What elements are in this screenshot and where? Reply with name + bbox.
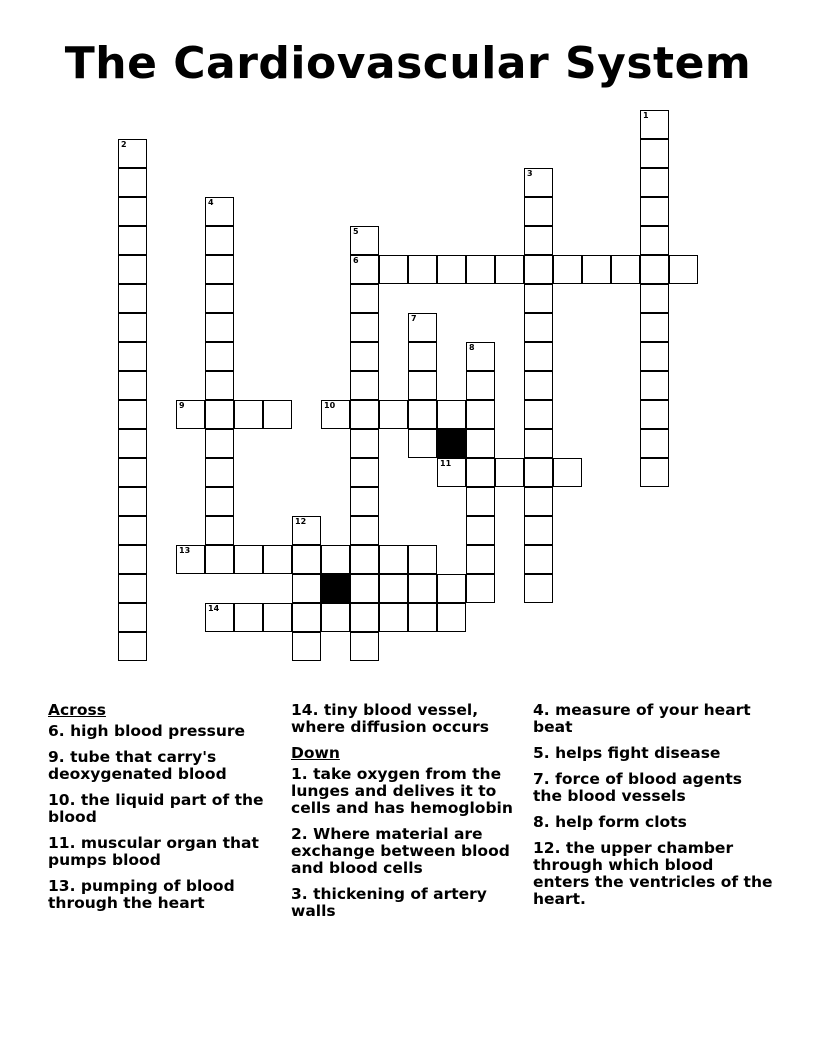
grid-cell[interactable]	[524, 458, 553, 487]
grid-cell[interactable]	[118, 168, 147, 197]
grid-cell[interactable]	[524, 313, 553, 342]
grid-cell[interactable]	[437, 603, 466, 632]
clue-column-1	[48, 702, 273, 921]
grid-cell[interactable]	[350, 371, 379, 400]
grid-cell[interactable]	[524, 516, 553, 545]
clue-item-number: 5.	[533, 744, 550, 762]
clue-item-text: thickening of artery walls	[291, 885, 487, 920]
grid-cell[interactable]	[495, 255, 524, 284]
clue-item	[291, 702, 521, 736]
grid-cell[interactable]	[408, 545, 437, 574]
grid-cell[interactable]	[640, 371, 669, 400]
grid-cell[interactable]	[408, 342, 437, 371]
grid-cell[interactable]	[640, 255, 669, 284]
grid-cell[interactable]	[408, 574, 437, 603]
clue-item	[533, 840, 773, 908]
grid-cell[interactable]	[118, 458, 147, 487]
grid-cell[interactable]	[379, 255, 408, 284]
grid-cell[interactable]	[205, 371, 234, 400]
grid-cell[interactable]	[466, 400, 495, 429]
grid-cell[interactable]	[205, 342, 234, 371]
grid-cell[interactable]	[118, 139, 147, 168]
grid-cell[interactable]	[495, 458, 524, 487]
grid-cell[interactable]	[118, 632, 147, 661]
grid-cell[interactable]	[379, 545, 408, 574]
clue-item-text: helps fight disease	[555, 744, 721, 762]
clue-item	[533, 702, 773, 736]
grid-cell[interactable]	[263, 400, 292, 429]
grid-cell[interactable]	[379, 574, 408, 603]
grid-cell[interactable]	[466, 371, 495, 400]
clue-item-number: 9.	[48, 748, 65, 766]
clue-item-text: muscular organ that pumps blood	[48, 834, 259, 869]
clue-item-number: 10.	[48, 791, 76, 809]
grid-cell[interactable]	[321, 545, 350, 574]
clue-number: 5	[353, 227, 359, 236]
grid-cell[interactable]	[524, 255, 553, 284]
grid-cell[interactable]	[176, 400, 205, 429]
grid-cell[interactable]	[466, 487, 495, 516]
grid-cell[interactable]	[350, 516, 379, 545]
black-cell	[321, 574, 350, 603]
clue-item-text: the upper chamber through which blood enters the ventricles of the heart.	[533, 839, 773, 908]
clue-item	[48, 749, 273, 783]
clue-item-text: the liquid part of the blood	[48, 791, 264, 826]
grid-cell[interactable]	[350, 545, 379, 574]
grid-cell[interactable]	[350, 255, 379, 284]
clue-item-number: 1.	[291, 765, 308, 783]
grid-cell[interactable]	[205, 603, 234, 632]
grid-cell[interactable]	[118, 400, 147, 429]
grid-cell[interactable]	[466, 429, 495, 458]
grid-cell[interactable]	[350, 284, 379, 313]
clue-item	[533, 814, 773, 831]
grid-cell[interactable]	[350, 603, 379, 632]
grid-cell[interactable]	[640, 168, 669, 197]
clue-item	[533, 771, 773, 805]
grid-cell[interactable]	[205, 284, 234, 313]
grid-cell[interactable]	[205, 487, 234, 516]
clue-item-text: Where material are exchange between blood and blood cells	[291, 825, 510, 877]
grid-cell[interactable]	[176, 545, 205, 574]
clue-number: 6	[353, 256, 359, 265]
grid-cell[interactable]	[466, 458, 495, 487]
grid-cell[interactable]	[205, 226, 234, 255]
clue-number: 9	[179, 401, 185, 410]
grid-cell[interactable]	[408, 603, 437, 632]
grid-cell[interactable]	[524, 284, 553, 313]
clue-column-2	[291, 702, 521, 929]
clue-item-text: force of blood agents the blood vessels	[533, 770, 742, 805]
clue-item	[291, 826, 521, 877]
black-cell	[437, 429, 466, 458]
grid-cell[interactable]	[263, 603, 292, 632]
clue-number: 3	[527, 169, 533, 178]
clue-item-number: 14.	[291, 701, 319, 719]
grid-cell[interactable]	[350, 226, 379, 255]
grid-cell[interactable]	[118, 197, 147, 226]
grid-cell[interactable]	[118, 255, 147, 284]
clue-item-number: 11.	[48, 834, 76, 852]
grid-cell[interactable]	[118, 429, 147, 458]
clue-heading: Down	[291, 744, 340, 762]
grid-cell[interactable]	[408, 313, 437, 342]
grid-cell[interactable]	[350, 487, 379, 516]
clue-number: 7	[411, 314, 417, 323]
grid-cell[interactable]	[640, 110, 669, 139]
clue-item	[48, 878, 273, 912]
grid-cell[interactable]	[118, 516, 147, 545]
grid-cell[interactable]	[408, 429, 437, 458]
clue-item-number: 3.	[291, 885, 308, 903]
grid-cell[interactable]	[524, 429, 553, 458]
clue-heading: Across	[48, 701, 106, 719]
grid-cell[interactable]	[350, 574, 379, 603]
grid-cell[interactable]	[118, 371, 147, 400]
grid-cell[interactable]	[350, 313, 379, 342]
grid-cell[interactable]	[553, 255, 582, 284]
grid-cell[interactable]	[205, 255, 234, 284]
grid-cell[interactable]	[437, 255, 466, 284]
grid-cell[interactable]	[524, 226, 553, 255]
grid-cell[interactable]	[640, 284, 669, 313]
clue-number: 2	[121, 140, 127, 149]
clue-item-text: tiny blood vessel, where diffusion occurs	[291, 701, 489, 736]
clue-item-number: 2.	[291, 825, 308, 843]
grid-cell[interactable]	[640, 226, 669, 255]
grid-cell[interactable]	[350, 632, 379, 661]
grid-cell[interactable]	[263, 545, 292, 574]
grid-cell[interactable]	[292, 545, 321, 574]
grid-cell[interactable]	[234, 603, 263, 632]
clue-number: 1	[643, 111, 649, 120]
grid-cell[interactable]	[524, 545, 553, 574]
grid-cell[interactable]	[379, 400, 408, 429]
clue-item	[48, 723, 273, 740]
grid-cell[interactable]	[118, 574, 147, 603]
grid-cell[interactable]	[118, 226, 147, 255]
grid-cell[interactable]	[350, 342, 379, 371]
grid-cell[interactable]	[118, 342, 147, 371]
grid-cell[interactable]	[524, 168, 553, 197]
grid-cell[interactable]	[350, 400, 379, 429]
clue-column-3	[533, 702, 773, 917]
clue-item-text: high blood pressure	[70, 722, 246, 740]
clue-number: 12	[295, 517, 307, 526]
grid-cell[interactable]	[292, 516, 321, 545]
grid-cell[interactable]	[205, 313, 234, 342]
grid-cell[interactable]	[350, 429, 379, 458]
grid-cell[interactable]	[466, 342, 495, 371]
grid-cell[interactable]	[205, 400, 234, 429]
grid-cell[interactable]	[321, 400, 350, 429]
grid-cell[interactable]	[640, 139, 669, 168]
clue-item-number: 13.	[48, 877, 76, 895]
puzzle-title: The Cardiovascular System	[64, 38, 752, 89]
clue-item-number: 6.	[48, 722, 65, 740]
grid-cell[interactable]	[205, 458, 234, 487]
grid-cell[interactable]	[524, 487, 553, 516]
clue-item-text: measure of your heart beat	[533, 701, 751, 736]
grid-cell[interactable]	[118, 313, 147, 342]
grid-cell[interactable]	[205, 429, 234, 458]
clue-item	[48, 835, 273, 869]
grid-cell[interactable]	[524, 574, 553, 603]
grid-cell[interactable]	[553, 458, 582, 487]
grid-cell[interactable]	[640, 429, 669, 458]
clue-number: 8	[469, 343, 475, 352]
clue-item-text: help form clots	[555, 813, 687, 831]
grid-cell[interactable]	[118, 487, 147, 516]
grid-cell[interactable]	[611, 255, 640, 284]
grid-cell[interactable]	[466, 255, 495, 284]
grid-cell[interactable]	[234, 400, 263, 429]
grid-cell[interactable]	[524, 400, 553, 429]
grid-cell[interactable]	[466, 574, 495, 603]
grid-cell[interactable]	[205, 516, 234, 545]
grid-cell[interactable]	[379, 603, 408, 632]
grid-cell[interactable]	[437, 574, 466, 603]
grid-cell[interactable]	[321, 603, 350, 632]
grid-cell[interactable]	[408, 400, 437, 429]
grid-cell[interactable]	[640, 342, 669, 371]
clue-item-number: 7.	[533, 770, 550, 788]
clue-number: 4	[208, 198, 214, 207]
grid-cell[interactable]	[437, 458, 466, 487]
grid-cell[interactable]	[292, 574, 321, 603]
grid-cell[interactable]	[118, 603, 147, 632]
grid-cell[interactable]	[234, 545, 263, 574]
grid-cell[interactable]	[582, 255, 611, 284]
grid-cell[interactable]	[437, 400, 466, 429]
clue-item-number: 8.	[533, 813, 550, 831]
grid-cell[interactable]	[640, 197, 669, 226]
grid-cell[interactable]	[205, 197, 234, 226]
grid-cell[interactable]	[350, 458, 379, 487]
clue-item-number: 12.	[533, 839, 561, 857]
clue-number: 11	[440, 459, 452, 468]
clue-item-number: 4.	[533, 701, 550, 719]
grid-cell[interactable]	[408, 255, 437, 284]
grid-cell[interactable]	[118, 284, 147, 313]
clue-item	[291, 766, 521, 817]
clue-item-text: take oxygen from the lunges and delives it to cells and has hemoglobin	[291, 765, 513, 817]
grid-cell[interactable]	[524, 197, 553, 226]
grid-cell[interactable]	[292, 632, 321, 661]
clue-item-text: pumping of blood through the heart	[48, 877, 235, 912]
grid-cell[interactable]	[640, 313, 669, 342]
grid-cell[interactable]	[524, 371, 553, 400]
clue-number: 13	[179, 546, 191, 555]
grid-cell[interactable]	[118, 545, 147, 574]
grid-cell[interactable]	[205, 545, 234, 574]
clue-item	[291, 886, 521, 920]
grid-cell[interactable]	[640, 458, 669, 487]
grid-cell[interactable]	[292, 603, 321, 632]
clue-item	[48, 792, 273, 826]
clue-number: 10	[324, 401, 336, 410]
grid-cell[interactable]	[466, 516, 495, 545]
clue-item-text: tube that carry's deoxygenated blood	[48, 748, 227, 783]
grid-cell[interactable]	[408, 371, 437, 400]
grid-cell[interactable]	[466, 545, 495, 574]
grid-cell[interactable]	[669, 255, 698, 284]
clue-number: 14	[208, 604, 220, 613]
grid-cell[interactable]	[524, 342, 553, 371]
grid-cell[interactable]	[640, 400, 669, 429]
clue-item	[533, 745, 773, 762]
